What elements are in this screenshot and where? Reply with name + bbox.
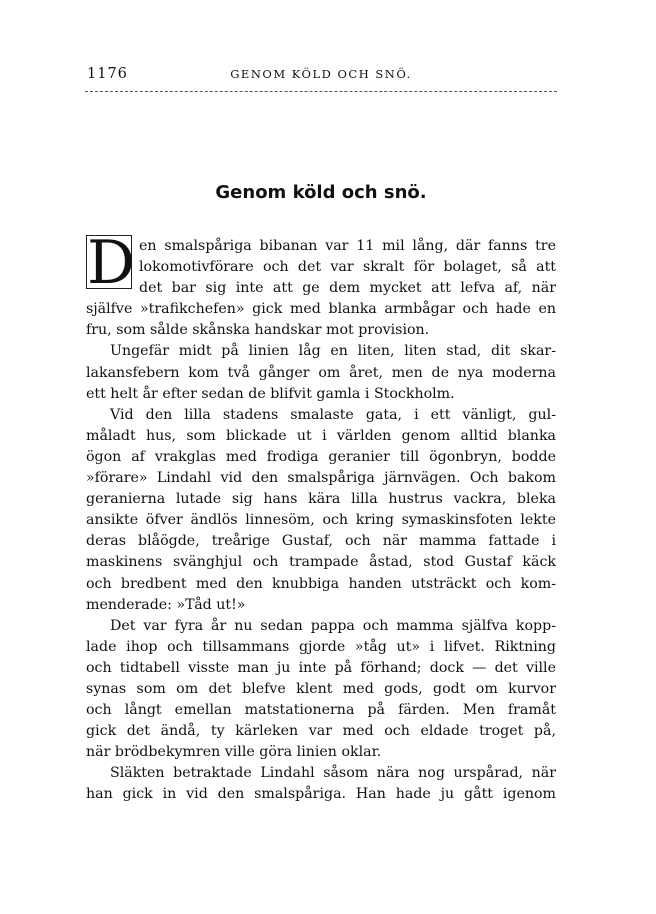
- text-line: och tidtabell visste man ju inte på förhand; dock — det ville: [86, 659, 556, 676]
- text-line: Vid den lilla stadens smalaste gata, i ett vänligt, gul-: [110, 406, 556, 423]
- text-line: »förare» Lindahl vid den smalspåriga järnvägen. Och bakom: [86, 470, 556, 487]
- text-line: när brödbekymren ville göra linien oklar.: [86, 744, 382, 761]
- chapter-title: Genom köld och snö.: [215, 182, 427, 203]
- text-line: Det var fyra år nu sedan pappa och mamma själfva kopp-: [110, 617, 556, 634]
- page-header: [85, 66, 557, 86]
- text-line: gick det ändå, ty kärleken var med och eldade troget på,: [86, 723, 556, 740]
- text-line: själfve »trafikchefen» gick med blanka armbågar och hade en: [86, 301, 556, 318]
- text-line: en smalspåriga bibanan var 11 mil lång, där fanns tre: [139, 238, 556, 254]
- page-number: 1176: [87, 66, 128, 82]
- text-line: det bar sig inte att ge dem mycket att lefva af, när: [139, 280, 556, 297]
- text-line: lakansfebern kom två gånger om året, men de nya moderna: [86, 364, 556, 381]
- text-line: fru, som sålde skånska handskar mot provision.: [86, 322, 430, 339]
- text-line: geranierna lutade sig hans kära lilla hustrus vackra, bleka: [86, 491, 556, 508]
- text-line: Ungefär midt på linien låg en liten, liten stad, dit skar-: [110, 343, 556, 360]
- text-line: maskinens svänghjul och trampade åstad, stod Gustaf käck: [86, 554, 556, 571]
- text-line: ansikte öfver ändlös linnesöm, och kring symaskinsfoten lekte: [86, 512, 556, 529]
- text-line: han gick in vid den smalspåriga. Han hade ju gått igenom: [86, 786, 556, 803]
- header-rule: [85, 91, 557, 92]
- text-line: lokomotivförare och det var skralt för bolaget, så att: [139, 259, 556, 276]
- text-line: måladt hus, som blickade ut i världen genom alltid blanka: [86, 427, 556, 444]
- drop-cap: D: [86, 228, 136, 298]
- text-line: ögon af vrakglas med frodiga geranier till ögonbryn, bodde: [86, 448, 556, 465]
- text-line: ett helt år efter sedan de blifvit gamla i Stockholm.: [86, 385, 455, 402]
- text-line: menderade: »Tåd ut!»: [86, 596, 246, 613]
- running-head: GENOM KÖLD OCH SNÖ.: [230, 67, 412, 81]
- text-line: synas som om det blefve klent med gods, godt om kurvor: [86, 680, 556, 697]
- text-line: deras blåögde, treårige Gustaf, och när mamma fattade i: [86, 533, 556, 550]
- text-line: Släkten betraktade Lindahl såsom nära nog urspårad, när: [110, 765, 556, 782]
- body-text: [86, 228, 556, 806]
- text-line: och långt emellan matstationerna på färden. Men framåt: [86, 702, 556, 719]
- text-line: och bredbent med den knubbiga handen utsträckt och kom-: [86, 575, 556, 592]
- text-line: lade ihop och tillsammans gjorde »tåg ut» i lifvet. Riktning: [86, 638, 556, 655]
